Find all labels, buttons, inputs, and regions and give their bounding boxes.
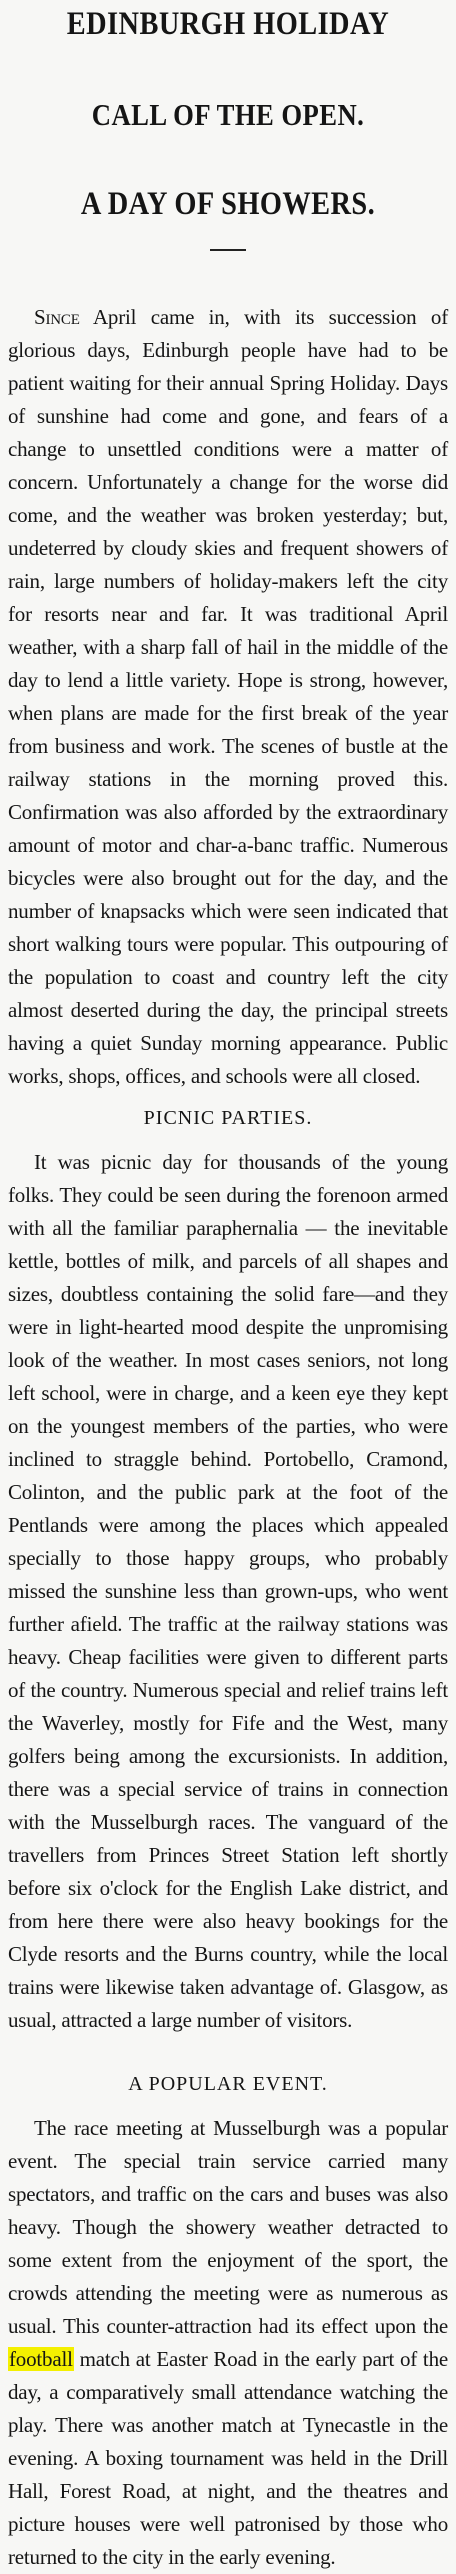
intro-paragraph [8,301,448,1093]
search-highlight: football [9,2347,73,2371]
headline: EDINBURGH HOLIDAY [66,6,390,42]
popular-event-paragraph [8,2112,448,2574]
divider [210,249,246,251]
picnic-paragraph: It was picnic day for thousands of the young folks. They could be seen during the forenoon armed with all the familiar paraphernalia — the inevitable kettle, bottles of milk, and parcels of all shapes and sizes, doubtless containing the solid fare—and they were in light-hearted mood despite the unpromising look of the weather. In most cases seniors, not long left school, were in charge, and a keen eye they kept on the youngest members of the parties, who were inclined to straggle behind. Portobello, Cramond, Colinton, and the public park at the foot of the Pentlands were among the places which appealed specially to those happy groups, who probably missed the sunshine less than grown-ups, who went further afield. The traffic at the railway stations was heavy. Cheap facilities were given to different parts of the country. Numerous special and relief trains left the Waverley, mostly for Fife and the West, many golfers being among the excursionists. In addition, there was a special service of trains in connection with the Musselburgh races. The vanguard of the travellers from Princes Street Station left shortly before six o'clock for the English Lake district, and from here there were also heavy bookings for the Clyde resorts and the Burns country, while the local trains were likewise taken advantage of. Glasgow, as usual, attracted a large number of visitors. [8,1150,448,2032]
popular-event-text-start: The race meeting at Musselburgh was a popular event. The special train service carried many spectators, and traffic on the cars and buses was also heavy. Though the showery weather detracted to some extent from the enjoyment of the sport, the crowds attending the meeting were as numerous as usual. This counter-attraction had its effect upon the [8,2116,448,2338]
intro-lead-word: Since [34,305,80,329]
popular-event-text-end: match at Easter Road in the early part of the day, a comparatively small attendance watching the play. There was another match at Tynecastle in the evening. A boxing tournament was held in the Drill Hall, Forest Road, at night, and the theatres and picture houses were well patronised by those who returned to the city in the early evening. [8,2347,448,2569]
section-heading-picnic: PICNIC PARTIES. [143,1107,313,1129]
deck: CALL OF THE OPEN. [91,97,365,132]
intro-text: April came in, with its succession of glorious days, Edinburgh people have had to be patient waiting for their annual Spring Holiday. Days of sunshine had come and gone, and fears of a change to unsettled conditions were a matter of concern. Unfortunately a change for the worse did come, and the weather was broken yesterday; but, undeterred by cloudy skies and frequent showers of rain, large numbers of holiday-makers left the city for resorts near and far. It was traditional April weather, with a sharp fall of hail in the middle of the day to lend a little variety. Hope is strong, however, when plans are made for the first break of the year from business and work. The scenes of bustle at the railway stations in the morning proved this. Confirmation was also afforded by the extraordinary amount of motor and char-a-banc traffic. Numerous bicycles were also brought out for the day, and the number of knapsacks which were seen indicated that short walking tours were popular. This outpouring of the population to coast and country left the city almost deserted during the day, the principal streets having a quiet Sunday morning appearance. Public works, shops, offices, and schools were all closed. [8,305,448,1088]
newspaper-clipping [8,0,448,2574]
section-heading-popular-event: A POPULAR EVENT. [128,2073,328,2095]
subdeck: A DAY OF SHOWERS. [80,186,376,222]
